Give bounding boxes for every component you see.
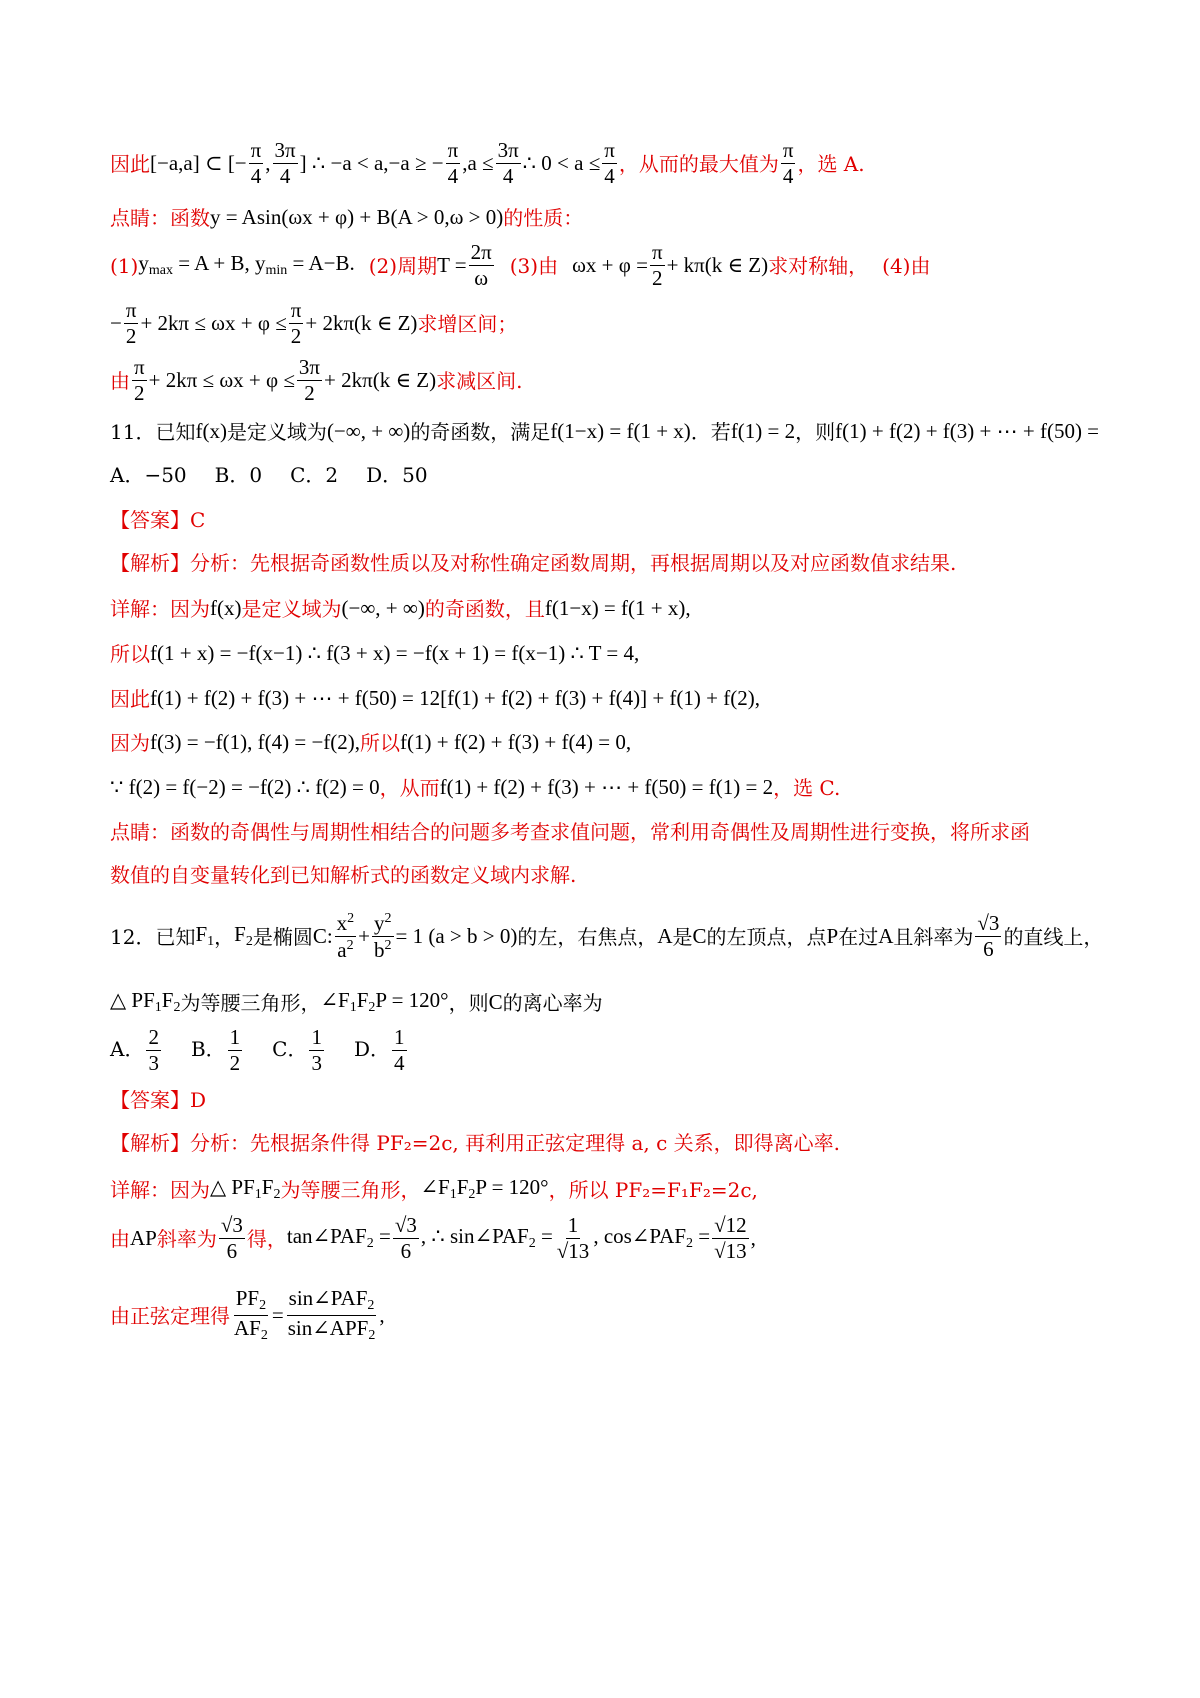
q11-detail-2: 所以 f(1 + x) = −f(x−1) ∴ f(3 + x) = −f(x + 1) = f(x−1) ∴ T = 4, [110,641,640,666]
q12-detail-3: 由正弦定理得 $\frac{PF_2}{AF_2}$ = $\frac{\sin\angle PAF_2}{\sin\angle APF_2}$ , [110,1286,385,1343]
q12-stem-1: 12．已知 $F_1$ ， $F_2$ 是椭圆 C: $\frac{x^2}{a^2}$ + $\frac{y^2}{b^2}$ = 1 (a > b > 0) 的左，右焦点， A 是 C 的左顶点，点 P 在过 A 且斜率为 $\frac{√3}{6}$ 的直线上， [110,911,1104,962]
q12-answer: 【答案】D [110,1088,207,1112]
fraction: $\frac{2\pi}{\omega}$ [470,240,492,290]
fraction: $\frac{\pi}{4}$ [604,138,615,188]
fraction: $\frac{√12}{√13}$ [714,1213,747,1263]
q11-tip-2: 数值的自变量转化到已知解析式的函数定义域内求解. [110,863,577,887]
fraction: $\frac{3\pi}{4}$ [274,138,296,188]
fraction: $\frac{\pi}{4}$ [782,138,794,188]
line-tip-properties: 点睛：函数 y = Asin(ωx + φ) + B(A > 0,ω > 0) 的性质： [110,205,584,230]
q11-detail-3: 因此 f(1) + f(2) + f(3) + ⋯ + f(50) = 12[f(1) + f(2) + f(3) + f(4)] + f(1) + f(2), [110,686,760,711]
fraction: $\frac{PF_2}{AF_2}$ [234,1286,268,1343]
fraction: $\frac{√3}{6}$ [977,911,1000,961]
q12-option-d[interactable]: D． $\frac{1}{4}$ [353,1025,405,1075]
q11-stem: 11．已知 f(x) 是定义域为 (−∞, + ∞) 的奇函数，满足 f(1−x) = f(1 + x) ．若 f(1) = 2 ，则 f(1) + f(2) + f(3) + ⋯ + f(50) = [110,419,1100,444]
fraction: $\frac{\pi}{2}$ [651,240,663,290]
q12-detail-1: 详解：因为 △ $PF_1F_2$ 为等腰三角形， $\angle F_1F_2P = 120^\circ$ ，所以 PF₂=F₁F₂=2c, [110,1175,758,1202]
q11-option-b[interactable]: B．0 [214,463,263,487]
q12-option-c[interactable]: C． $\frac{1}{3}$ [272,1025,322,1075]
line-conclusion-q10: 因此 [−a,a] ⊂ [− $\frac{\pi}{4}$ , $\frac{3\pi}{4}$ ] ∴ −a < a,−a ≥ − $\frac{\pi}{4}$ ,a ≤ $\frac{3\pi}{4}$ ∴ 0 < a ≤ $\frac{\pi}{4}$ ，从而的最大值为 $\frac{\pi}{4}$ ，选 A. [110,138,865,188]
fraction: $\frac{1}{2}$ [229,1025,241,1075]
fraction: $\frac{2}{3}$ [148,1025,159,1075]
fraction: $\frac{√3}{6}$ [220,1213,243,1263]
line-increasing-interval: − $\frac{\pi}{2}$ + 2kπ ≤ ωx + φ ≤ $\frac{\pi}{2}$ + 2kπ(k ∈ Z) 求增区间； [110,298,518,348]
q12-stem-2: △ $PF_1F_2$ 为等腰三角形， $\angle F_1F_2P = 120^\circ$ ，则 C 的离心率为 [110,988,603,1015]
q12-detail-2: 由 AP 斜率为 $\frac{√3}{6}$ 得， $\tan\angle PAF_2$ = $\frac{√3}{6}$ , ∴ $\sin\angle PAF_2$ = $\frac{1}{√13}$ , $\cos\angle PAF_2$ = $\frac{√12}{√13}$ , [110,1213,756,1263]
q11-tip-1: 点睛：函数的奇偶性与周期性相结合的问题多考查求值问题，常利用奇偶性及周期性进行变换，将所求函 [110,820,1030,844]
q11-option-c[interactable]: C．2 [290,463,339,487]
q11-detail-5: ∵ f(2) = f(−2) = −f(2) ∴ f(2) = 0 ，从而 f(1) + f(2) + f(3) + ⋯ + f(50) = f(1) = 2 ，选 C. [110,775,841,800]
q12-option-b[interactable]: B． $\frac{1}{2}$ [190,1025,241,1075]
q11-detail-4: 因为 f(3) = −f(1), f(4) = −f(2), 所以 f(1) + f(2) + f(3) + f(4) = 0, [110,730,632,755]
fraction: $\frac{y^2}{b^2}$ [374,911,392,962]
q11-option-a[interactable]: A．−50 [110,463,187,487]
q11-options [110,465,428,485]
q11-option-d[interactable]: D．50 [366,463,428,487]
q11-detail-1: 详解：因为 f(x) 是定义域为 (−∞, + ∞) 的奇函数，且 f(1−x) = f(1 + x), [110,596,691,621]
fraction: $\frac{\pi}{4}$ [447,138,459,188]
fraction: $\frac{1}{4}$ [394,1025,405,1075]
q12-analysis: 【解析】分析：先根据条件得 PF₂=2c, 再利用正弦定理得 a, c 关系，即得离心率. [110,1131,841,1155]
fraction: $\frac{\pi}{2}$ [290,298,302,348]
q12-options [110,1027,409,1074]
q11-answer: 【答案】C [110,508,206,532]
fraction: $\frac{\sin\angle PAF_2}{\sin\angle APF_2}$ [287,1286,376,1343]
fraction: $\frac{1}{√13}$ [556,1213,590,1263]
fraction: $\frac{\pi}{2}$ [125,298,137,348]
line-decreasing-interval: 由 $\frac{\pi}{2}$ + 2kπ ≤ ωx + φ ≤ $\frac{3\pi}{2}$ + 2kπ(k ∈ Z) 求减区间. [110,355,523,405]
fraction: $\frac{x^2}{a^2}$ [336,911,355,962]
fraction: $\frac{3\pi}{2}$ [298,355,321,405]
fraction: $\frac{√3}{6}$ [394,1213,417,1263]
q11-analysis: 【解析】分析：先根据奇函数性质以及对称性确定函数周期，再根据周期以及对应函数值求结果. [110,551,957,575]
fraction: $\frac{\pi}{4}$ [250,138,262,188]
fraction: $\frac{\pi}{2}$ [134,355,145,405]
fraction: $\frac{1}{3}$ [311,1025,322,1075]
fraction: $\frac{3\pi}{4}$ [497,138,519,188]
q12-option-a[interactable]: A． $\frac{2}{3}$ [110,1025,159,1075]
line-property-list: (1) $y_{max} = A + B$, $y_{min} = A-B$. (2)周期 T = $\frac{2\pi}{\omega}$ (3)由 ωx + φ = $\frac{\pi}{2}$ + kπ(k ∈ Z) 求对称轴， (4)由 [110,240,931,290]
